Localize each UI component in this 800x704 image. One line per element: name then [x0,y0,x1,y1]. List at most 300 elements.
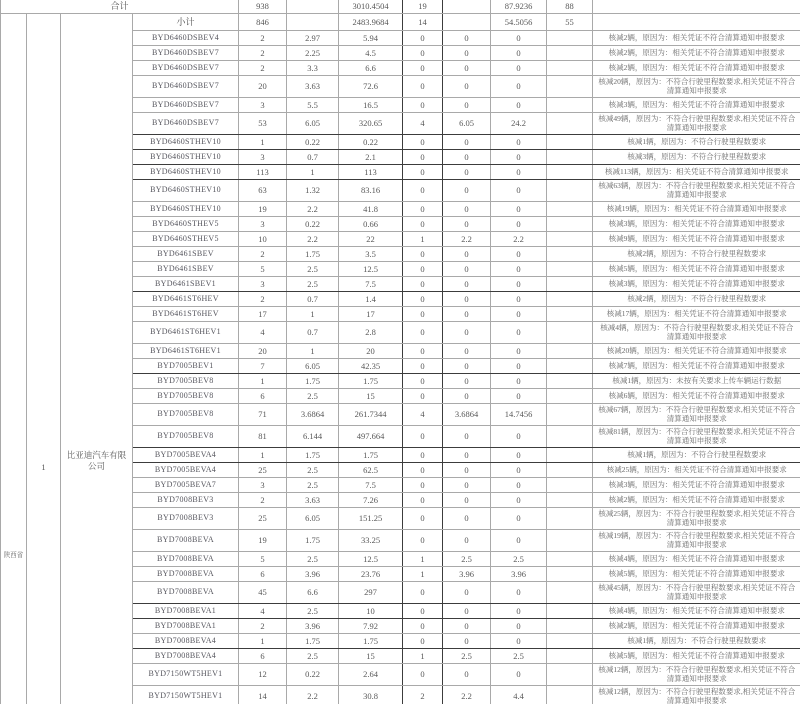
unit-price-cell: 6.6 [287,581,339,603]
amount-cell: 0 [491,425,547,447]
unit-price-cell: 0 [443,425,491,447]
unit-price-cell: 0 [443,462,491,477]
model-cell: BYD6461SBEV1 [133,276,239,291]
count-cell: 0 [403,261,443,276]
amount-cell: 151.25 [339,507,403,529]
extra-cell [547,246,593,261]
count-cell: 0 [403,306,443,321]
count-cell: 63 [239,179,287,201]
amount-cell: 0 [491,261,547,276]
model-cell: BYD6461ST6HEV [133,306,239,321]
count-cell: 2 [239,246,287,261]
extra-cell [547,529,593,551]
amount-cell: 113 [339,164,403,179]
amount-cell: 0 [491,75,547,97]
amount-cell: 0 [491,306,547,321]
count-cell: 2 [403,685,443,704]
extra-cell [547,30,593,45]
unit-price-cell: 2.5 [287,388,339,403]
amount-cell: 0 [491,60,547,75]
sequence-cell [27,13,61,704]
unit-price-cell: 0 [443,633,491,648]
model-cell: BYD7008BEV3 [133,507,239,529]
count-cell: 0 [403,30,443,45]
model-cell: BYD7005BEV8 [133,373,239,388]
amount-cell: 16.5 [339,97,403,112]
model-cell: BYD6460STHEV10 [133,179,239,201]
count-cell: 4 [403,112,443,134]
remark-cell: 核减1辆，原因为：不符合行驶里程数要求 [593,633,800,648]
amount-cell: 2.5 [491,648,547,663]
amount-cell: 0 [491,507,547,529]
count-cell: 14 [403,13,443,30]
model-cell: BYD6460DSBEV4 [133,30,239,45]
remark-cell: 核减2辆，原因为：相关凭证不符合清算通知申报要求 [593,45,800,60]
model-cell: BYD6460STHEV5 [133,231,239,246]
extra-cell [547,231,593,246]
unit-price-cell: 0 [443,75,491,97]
amount-cell: 7.92 [339,618,403,633]
extra-cell [547,492,593,507]
amount-cell: 1.4 [339,291,403,306]
unit-price-cell: 2.2 [287,685,339,704]
remark-cell: 核减3辆，原因为：相关凭证不符合清算通知申报要求 [593,276,800,291]
remark-cell: 核减4辆，原因为：不符合行驶里程数要求,相关凭证不符合清算通知申报要求 [593,321,800,343]
count-cell: 0 [403,291,443,306]
count-cell: 113 [239,164,287,179]
unit-price-cell: 0 [443,447,491,462]
unit-price-cell: 2.5 [287,261,339,276]
count-cell: 0 [403,492,443,507]
count-cell: 0 [403,216,443,231]
unit-price-cell: 0 [443,201,491,216]
amount-cell: 72.6 [339,75,403,97]
extra-cell [547,179,593,201]
count-cell: 3 [239,149,287,164]
amount-cell: 10 [339,603,403,618]
extra-cell [547,447,593,462]
count-cell: 0 [403,388,443,403]
extra-cell [547,291,593,306]
model-cell: BYD7008BEVA1 [133,618,239,633]
amount-cell: 0.66 [339,216,403,231]
unit-price-cell: 3.3 [287,60,339,75]
extra-cell [547,581,593,603]
unit-price-cell: 0.22 [287,134,339,149]
amount-cell: 20 [339,343,403,358]
unit-price-cell: 0 [443,149,491,164]
extra-cell [547,663,593,685]
unit-price-cell: 0 [443,276,491,291]
unit-price-cell: 2.5 [443,551,491,566]
remark-cell: 核减2辆，原因为：相关凭证不符合清算通知申报要求 [593,492,800,507]
extra-cell [547,75,593,97]
amount-cell: 87.9236 [491,0,547,13]
unit-price-cell: 1.32 [287,179,339,201]
count-cell: 4 [239,321,287,343]
unit-price-cell: 3.63 [287,75,339,97]
model-cell: BYD7008BEVA [133,529,239,551]
amount-cell: 0 [491,276,547,291]
extra-cell [547,164,593,179]
unit-price-cell: 0 [443,45,491,60]
remark-cell: 核减9辆，原因为：相关凭证不符合清算通知申报要求 [593,231,800,246]
remark-cell: 核减6辆，原因为：相关凭证不符合清算通知申报要求 [593,388,800,403]
amount-cell: 83.16 [339,179,403,201]
unit-price-cell: 0 [443,30,491,45]
count-cell: 0 [403,529,443,551]
amount-cell: 0 [491,477,547,492]
unit-price-cell: 0 [443,663,491,685]
remark-cell: 核减20辆，原因为：相关凭证不符合清算通知申报要求 [593,343,800,358]
count-cell: 0 [403,97,443,112]
count-cell: 14 [239,685,287,704]
amount-cell: 0 [491,447,547,462]
count-cell: 0 [403,447,443,462]
count-cell: 0 [403,581,443,603]
amount-cell: 5.94 [339,30,403,45]
amount-cell: 0.22 [339,134,403,149]
remark-cell: 核减7辆，原因为：相关凭证不符合清算通知申报要求 [593,358,800,373]
count-cell: 17 [239,306,287,321]
extra-cell [547,216,593,231]
unit-price-cell: 0 [443,306,491,321]
unit-price-cell: 2.25 [287,45,339,60]
amount-cell: 42.35 [339,358,403,373]
model-cell: BYD6461ST6HEV1 [133,321,239,343]
amount-cell: 0 [491,388,547,403]
model-cell: BYD6460STHEV10 [133,164,239,179]
extra-cell [547,112,593,134]
amount-cell: 30.8 [339,685,403,704]
extra-cell [547,551,593,566]
amount-cell: 2.5 [491,551,547,566]
count-cell: 2 [239,60,287,75]
count-cell: 19 [239,201,287,216]
model-cell: BYD7008BEVA [133,581,239,603]
count-cell: 938 [239,0,287,13]
unit-price-cell [443,0,491,13]
amount-cell: 0 [491,134,547,149]
count-cell: 25 [239,507,287,529]
model-cell: BYD6461SBEV [133,246,239,261]
count-cell: 0 [403,603,443,618]
count-cell: 0 [403,462,443,477]
count-cell: 0 [403,201,443,216]
amount-cell: 1.75 [339,373,403,388]
remark-cell: 核减63辆，原因为：不符合行驶里程数要求,相关凭证不符合清算通知申报要求 [593,179,800,201]
count-cell: 7 [239,358,287,373]
extra-cell [547,403,593,425]
remark-cell: 核减17辆，原因为：相关凭证不符合清算通知申报要求 [593,306,800,321]
count-cell: 4 [403,403,443,425]
model-cell: BYD7008BEVA4 [133,648,239,663]
count-cell: 3 [239,276,287,291]
amount-cell: 54.5056 [491,13,547,30]
amount-cell: 7.26 [339,492,403,507]
remark-cell: 核减3辆，原因为：相关凭证不符合清算通知申报要求 [593,97,800,112]
unit-price-cell: 2.97 [287,30,339,45]
unit-price-cell: 1 [287,164,339,179]
unit-price-cell: 0 [443,388,491,403]
remark-cell: 核减19辆，原因为：相关凭证不符合清算通知申报要求 [593,201,800,216]
amount-cell: 15 [339,648,403,663]
count-cell: 1 [239,134,287,149]
extra-cell [547,306,593,321]
unit-price-cell: 2.5 [287,276,339,291]
amount-cell: 17 [339,306,403,321]
model-cell: BYD6460STHEV10 [133,149,239,164]
amount-cell: 497.664 [339,425,403,447]
count-cell: 19 [403,0,443,13]
remark-cell: 核减12辆，原因为：不符合行驶里程数要求,相关凭证不符合清算通知申报要求 [593,663,800,685]
unit-price-cell: 0.7 [287,321,339,343]
remark-cell: 核减25辆，原因为：相关凭证不符合清算通知申报要求 [593,462,800,477]
extra-cell [547,134,593,149]
unit-price-cell: 2.2 [287,201,339,216]
unit-price-cell: 0 [443,321,491,343]
unit-price-cell: 0.22 [287,216,339,231]
extra-cell [547,149,593,164]
remark-cell: 核减4辆，原因为：相关凭证不符合清算通知申报要求 [593,551,800,566]
province-label: 陕西省 [3,550,24,559]
unit-price-cell: 2.2 [443,685,491,704]
count-cell: 5 [239,551,287,566]
unit-price-cell: 0 [443,261,491,276]
remark-cell: 核减1辆，原因为：不符合行驶里程数要求 [593,134,800,149]
amount-cell: 320.65 [339,112,403,134]
model-cell: BYD7005BEVA4 [133,462,239,477]
count-cell: 0 [403,164,443,179]
unit-price-cell: 2.5 [287,462,339,477]
count-cell: 0 [403,60,443,75]
unit-price-cell: 2.2 [287,231,339,246]
count-cell: 0 [403,179,443,201]
amount-cell: 0 [491,216,547,231]
unit-price-cell: 2.5 [443,648,491,663]
unit-price-cell: 2.5 [287,648,339,663]
count-cell: 1 [239,633,287,648]
unit-price-cell: 0.7 [287,149,339,164]
remark-cell [593,0,800,13]
extra-cell [547,45,593,60]
model-cell: BYD7005BEVA4 [133,447,239,462]
extra-cell [547,566,593,581]
amount-cell: 33.25 [339,529,403,551]
amount-cell: 4.5 [339,45,403,60]
unit-price-cell: 1.75 [287,529,339,551]
count-cell: 0 [403,373,443,388]
unit-price-cell: 0 [443,179,491,201]
grand-total-row [1,0,800,13]
company-name: 比亚迪汽车有限公司 [66,449,127,471]
unit-price-cell: 2.5 [287,603,339,618]
count-cell: 25 [239,462,287,477]
model-cell: BYD6461SBEV [133,261,239,276]
unit-price-cell: 0 [443,581,491,603]
count-cell: 3 [239,477,287,492]
amount-cell: 0 [491,149,547,164]
unit-price-cell: 1.75 [287,373,339,388]
amount-cell: 0 [491,179,547,201]
amount-cell: 0 [491,603,547,618]
amount-cell: 4.4 [491,685,547,704]
model-cell: BYD6460DSBEV7 [133,97,239,112]
subtotal-label: 小计 [133,13,239,30]
model-cell: BYD7008BEVA [133,566,239,581]
count-cell: 45 [239,581,287,603]
model-cell: BYD6461ST6HEV [133,291,239,306]
extra-cell [547,321,593,343]
model-cell: BYD7150WT5HEV1 [133,663,239,685]
amount-cell: 14.7456 [491,403,547,425]
amount-cell: 7.5 [339,477,403,492]
extra-cell [547,97,593,112]
unit-price-cell: 0 [443,164,491,179]
amount-cell: 62.5 [339,462,403,477]
unit-price-cell: 6.05 [287,358,339,373]
count-cell: 1 [403,551,443,566]
amount-cell: 1.75 [339,633,403,648]
count-cell: 4 [239,603,287,618]
amount-cell: 3.96 [491,566,547,581]
count-cell: 0 [403,425,443,447]
unit-price-cell: 0 [443,529,491,551]
unit-price-cell: 0 [443,492,491,507]
remark-cell: 核减45辆，原因为：不符合行驶里程数要求,相关凭证不符合清算通知申报要求 [593,581,800,603]
count-cell: 0 [403,477,443,492]
remark-cell [593,13,800,30]
amount-cell: 0 [491,492,547,507]
extra-cell [547,425,593,447]
unit-price-cell: 0 [443,603,491,618]
unit-price-cell: 3.96 [443,566,491,581]
model-cell: BYD7008BEVA1 [133,603,239,618]
unit-price-cell: 2.5 [287,477,339,492]
remark-cell: 核减20辆，原因为：不符合行驶里程数要求,相关凭证不符合清算通知申报要求 [593,75,800,97]
count-cell: 0 [403,321,443,343]
extra-cell [547,603,593,618]
amount-cell: 0 [491,201,547,216]
extra-cell [547,388,593,403]
count-cell: 6 [239,648,287,663]
remark-cell: 核减113辆，原因为：相关凭证不符合清算通知申报要求 [593,164,800,179]
count-cell: 0 [403,75,443,97]
unit-price-cell: 1.75 [287,447,339,462]
count-cell: 19 [239,529,287,551]
unit-price-cell: 0 [443,246,491,261]
count-cell: 2 [239,618,287,633]
count-cell: 1 [403,231,443,246]
amount-cell: 6.6 [339,60,403,75]
unit-price-cell: 0 [443,618,491,633]
amount-cell: 1.75 [339,447,403,462]
count-cell: 0 [403,663,443,685]
extra-cell [547,261,593,276]
model-cell: BYD7008BEV3 [133,492,239,507]
count-cell: 5 [239,261,287,276]
amount-cell: 24.2 [491,112,547,134]
count-cell: 0 [403,358,443,373]
amount-cell: 0 [491,45,547,60]
count-cell: 0 [403,45,443,60]
amount-cell: 0 [491,663,547,685]
model-cell: BYD7005BEV8 [133,425,239,447]
unit-price-cell: 1.75 [287,246,339,261]
amount-cell: 0 [491,343,547,358]
unit-price-cell: 0 [443,60,491,75]
remark-cell: 核减2辆，原因为：相关凭证不符合清算通知申报要求 [593,30,800,45]
company-cell [61,13,133,704]
count-cell: 0 [403,276,443,291]
amount-cell: 0 [491,358,547,373]
unit-price-cell [287,13,339,30]
amount-cell: 3.5 [339,246,403,261]
count-cell: 3 [239,216,287,231]
amount-cell: 0 [491,618,547,633]
model-cell: BYD7005BEV1 [133,358,239,373]
count-cell: 53 [239,112,287,134]
extra-cell: 55 [547,13,593,30]
unit-price-cell: 0 [443,358,491,373]
count-cell: 0 [403,246,443,261]
remark-cell: 核减67辆，原因为：不符合行驶里程数要求,相关凭证不符合清算通知申报要求 [593,403,800,425]
remark-cell: 核减19辆，原因为：不符合行驶里程数要求,相关凭证不符合清算通知申报要求 [593,529,800,551]
amount-cell: 0 [491,30,547,45]
province-cell [1,13,27,704]
extra-cell [547,618,593,633]
unit-price-cell: 0 [443,507,491,529]
count-cell: 1 [403,648,443,663]
unit-price-cell [287,0,339,13]
count-cell: 6 [239,388,287,403]
count-cell: 6 [239,566,287,581]
extra-cell [547,60,593,75]
model-cell: BYD6460STHEV10 [133,201,239,216]
amount-cell: 23.76 [339,566,403,581]
unit-price-cell: 5.5 [287,97,339,112]
remark-cell: 核减5辆，原因为：相关凭证不符合清算通知申报要求 [593,566,800,581]
amount-cell: 12.5 [339,261,403,276]
unit-price-cell: 0 [443,97,491,112]
remark-cell: 核减5辆，原因为：相关凭证不符合清算通知申报要求 [593,648,800,663]
remark-cell: 核减3辆，原因为：相关凭证不符合清算通知申报要求 [593,477,800,492]
remark-cell: 核减25辆，原因为：不符合行驶里程数要求,相关凭证不符合清算通知申报要求 [593,507,800,529]
remark-cell: 核减4辆，原因为：相关凭证不符合清算通知申报要求 [593,603,800,618]
amount-cell: 15 [339,388,403,403]
unit-price-cell: 0 [443,291,491,306]
count-cell: 1 [239,373,287,388]
amount-cell: 0 [491,97,547,112]
count-cell: 0 [403,134,443,149]
count-cell: 2 [239,30,287,45]
unit-price-cell: 2.2 [443,231,491,246]
count-cell: 0 [403,633,443,648]
remark-cell: 核减2辆，原因为：不符合行驶里程数要求 [593,246,800,261]
count-cell: 2 [239,291,287,306]
unit-price-cell: 1 [287,343,339,358]
amount-cell: 2.2 [491,231,547,246]
remark-cell: 核减2辆，原因为：相关凭证不符合清算通知申报要求 [593,618,800,633]
count-cell: 0 [403,618,443,633]
amount-cell: 3010.4504 [339,0,403,13]
count-cell: 846 [239,13,287,30]
amount-cell: 0 [491,529,547,551]
unit-price-cell: 6.05 [287,112,339,134]
amount-cell: 0 [491,633,547,648]
extra-cell [547,477,593,492]
extra-cell [547,201,593,216]
